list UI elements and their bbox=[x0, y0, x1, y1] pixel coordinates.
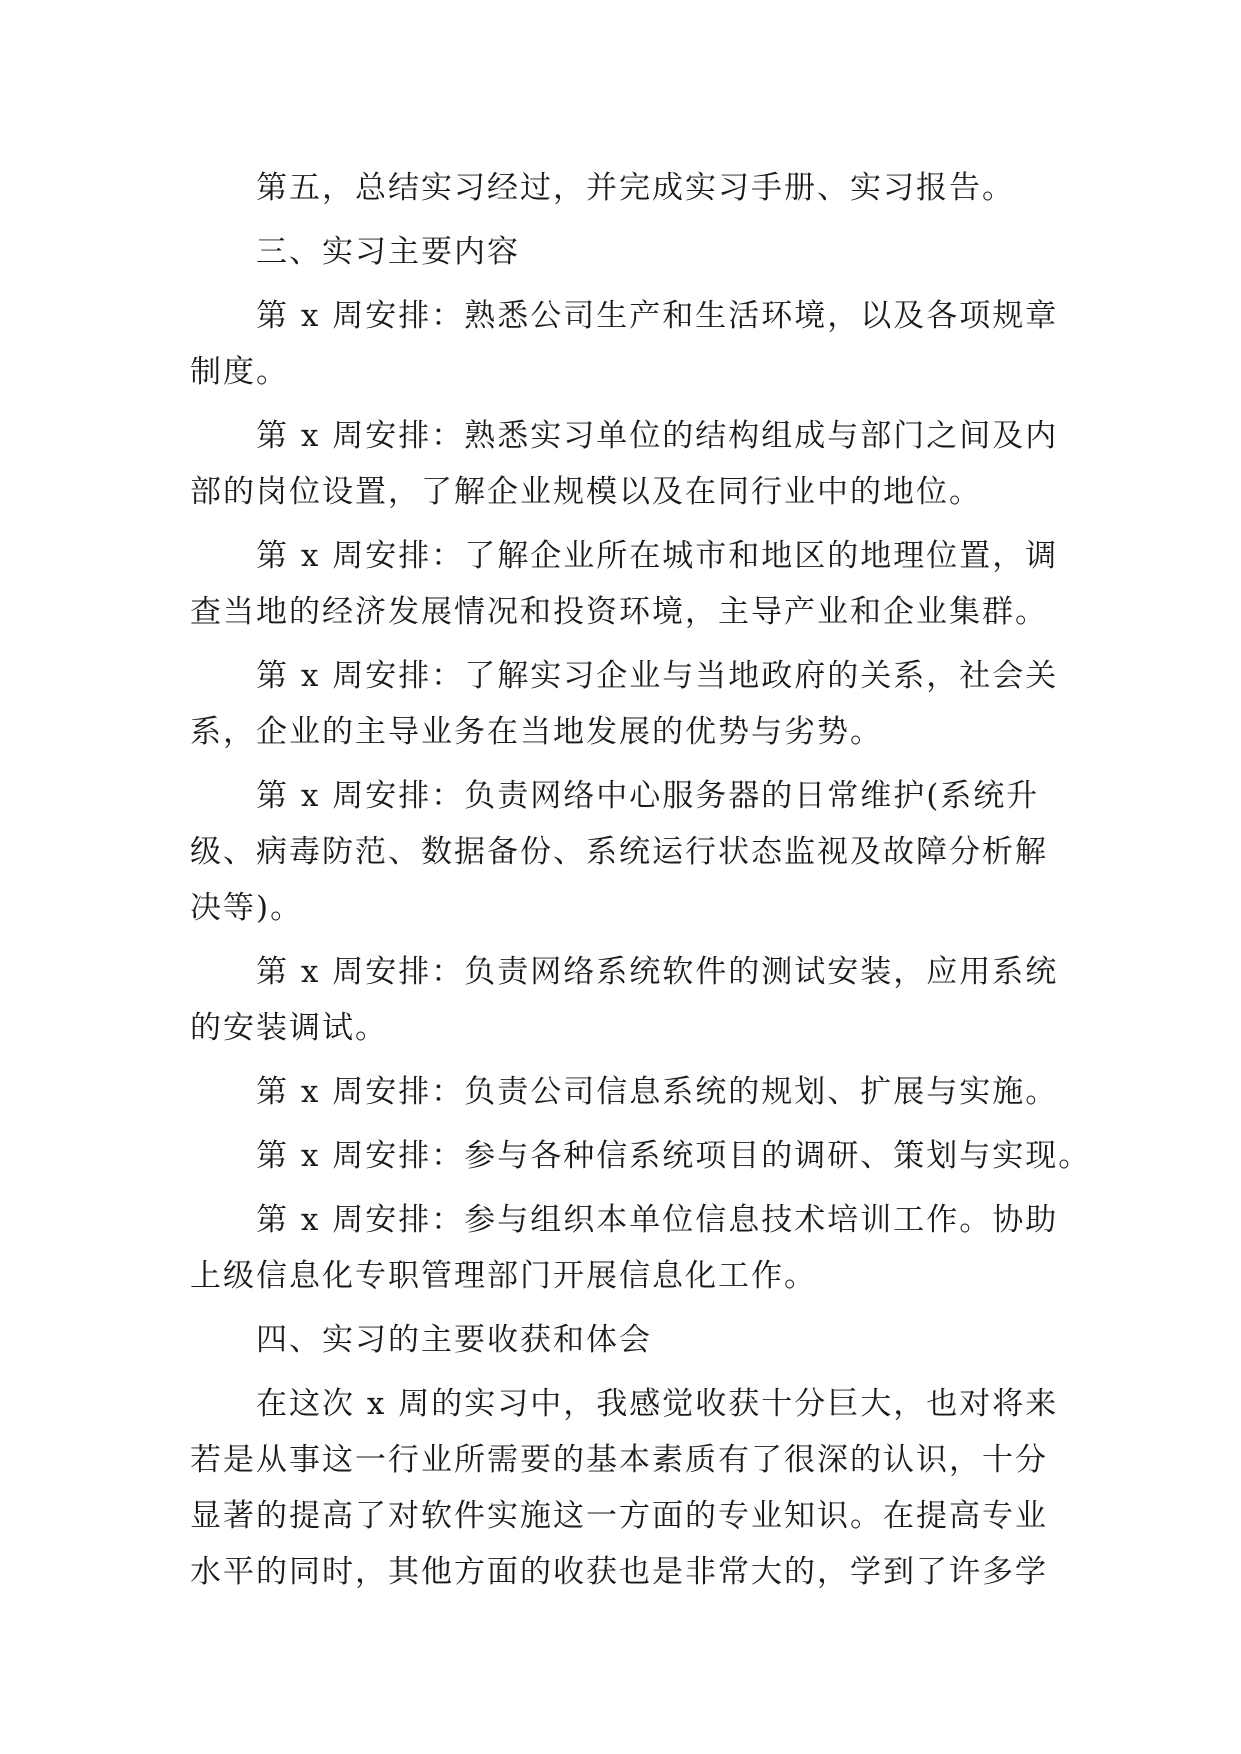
text-line: 决等)。 bbox=[190, 890, 304, 926]
text-line: 部的岗位设置，了解企业规模以及在同行业中的地位。 bbox=[190, 474, 982, 510]
text-line: 查当地的经济发展情况和投资环境，主导产业和企业集群。 bbox=[190, 594, 1048, 630]
section-heading: 三、实习主要内容 bbox=[256, 234, 520, 270]
paragraph-week-5 bbox=[190, 768, 1070, 936]
text-line: 级、病毒防范、数据备份、系统运行状态监视及故障分析解 bbox=[190, 834, 1048, 870]
text-line: 第 x 周安排：熟悉实习单位的结构组成与部门之间及内 bbox=[256, 418, 1059, 454]
text-line: 上级信息化专职管理部门开展信息化工作。 bbox=[190, 1258, 817, 1294]
text-line: 第 x 周安排：参与组织本单位信息技术培训工作。协助 bbox=[256, 1202, 1059, 1238]
text-line: 第 x 周安排：负责网络中心服务器的日常维护(系统升 bbox=[256, 778, 1040, 814]
paragraph-reflection bbox=[190, 1376, 1070, 1600]
section-heading-gains bbox=[190, 1312, 1070, 1368]
paragraph-week-8 bbox=[190, 1128, 1092, 1184]
text-line: 第 x 周安排：负责公司信息系统的规划、扩展与实施。 bbox=[256, 1074, 1059, 1110]
paragraph-week-1 bbox=[190, 288, 1070, 400]
text-line: 的安装调试。 bbox=[190, 1010, 388, 1046]
paragraph-week-4 bbox=[190, 648, 1070, 760]
text-line: 显著的提高了对软件实施这一方面的专业知识。在提高专业 bbox=[190, 1498, 1048, 1534]
paragraph-week-2 bbox=[190, 408, 1070, 520]
paragraph-week-3 bbox=[190, 528, 1070, 640]
text-line: 制度。 bbox=[190, 354, 289, 390]
text-line: 第 x 周安排：熟悉公司生产和生活环境，以及各项规章 bbox=[256, 298, 1059, 334]
text-line: 第 x 周安排：了解实习企业与当地政府的关系，社会关 bbox=[256, 658, 1059, 694]
text-line: 第 x 周安排：负责网络系统软件的测试安装，应用系统 bbox=[256, 954, 1059, 990]
text-line: 第 x 周安排：参与各种信系统项目的调研、策划与实现。 bbox=[256, 1138, 1092, 1174]
text-line: 在这次 x 周的实习中，我感觉收获十分巨大，也对将来 bbox=[256, 1386, 1059, 1422]
section-heading: 四、实习的主要收获和体会 bbox=[256, 1322, 652, 1358]
paragraph-week-7 bbox=[190, 1064, 1070, 1120]
text-line: 若是从事这一行业所需要的基本素质有了很深的认识，十分 bbox=[190, 1442, 1048, 1478]
paragraph-summary bbox=[190, 160, 1070, 216]
text-line: 第 x 周安排：了解企业所在城市和地区的地理位置，调 bbox=[256, 538, 1059, 574]
text-line: 系，企业的主导业务在当地发展的优势与劣势。 bbox=[190, 714, 883, 750]
document-body bbox=[190, 160, 1092, 1608]
text-line: 水平的同时，其他方面的收获也是非常大的，学到了许多学 bbox=[190, 1554, 1048, 1590]
text-line: 第五，总结实习经过，并完成实习手册、实习报告。 bbox=[256, 170, 1015, 206]
paragraph-week-9 bbox=[190, 1192, 1070, 1304]
paragraph-week-6 bbox=[190, 944, 1070, 1056]
section-heading-content bbox=[190, 224, 1070, 280]
